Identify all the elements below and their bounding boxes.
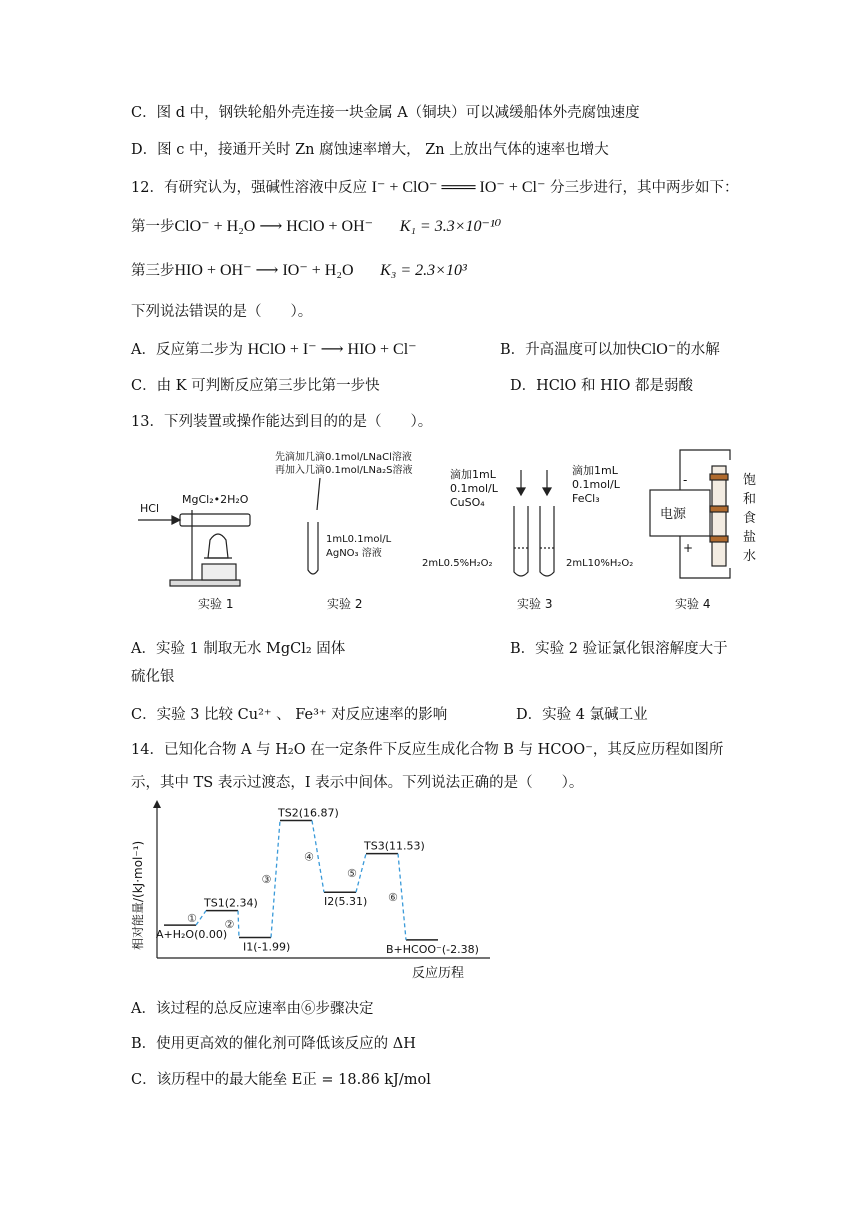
q12-option-b-text: B．升高温度可以加快 (500, 342, 642, 358)
plus-label: + (683, 541, 694, 555)
brine-3: 盐 (743, 530, 757, 545)
q12-step3 (131, 261, 467, 281)
step-label-6: ⑥ (388, 890, 398, 904)
brine-2: 食 (743, 511, 757, 526)
q12-step1 (131, 217, 501, 237)
q12-option-a (131, 340, 417, 360)
q14-stem-1: 14．已知化合物 A 与 H₂O 在一定条件下反应生成化合物 B 与 HCOO⁻，其反应历程如图所 (131, 742, 724, 758)
brine-4: 水 (743, 549, 757, 564)
brine-1: 和 (743, 492, 757, 507)
energy-level-label-5: TS3(11.53) (364, 839, 425, 853)
exp3-right-1: 滴加1mL (572, 464, 618, 477)
q13-stem: 13．下列装置或操作能达到目的的是（ ）。 (131, 414, 433, 430)
q12-option-a-text: A．反应第二步为 (131, 342, 243, 358)
energy-level-label-3: TS2(16.87) (278, 806, 339, 820)
q12-stem-text: 12．有研究认为，强碱性溶液中反应 (131, 180, 367, 196)
q12-option-b-clo: ClO⁻ (641, 341, 677, 358)
step-label-2: ② (224, 918, 235, 932)
step-label-3: ③ (261, 872, 272, 886)
q14-option-b: B．使用更高效的催化剂可降低该反应的 ΔH (131, 1036, 416, 1052)
experiment-figure (130, 440, 770, 620)
q12-stem-text-2: 分三步进行，其中两步如下： (550, 180, 739, 196)
step-connector-1 (196, 911, 206, 926)
y-axis-label: 相对能量/(kJ·mol⁻¹) (131, 840, 145, 950)
q12-option-c: C．由 K 可判断反应第三步比第一步快 (131, 378, 380, 394)
energy-diagram (130, 800, 500, 990)
step1-label: 第一步 (131, 219, 175, 235)
exp3-left-3: CuSO₄ (450, 496, 485, 509)
caption-exp4: 实验 4 (675, 597, 711, 611)
q14-option-c: C．该历程中的最大能垒 E正 = 18.86 kJ/mol (131, 1072, 431, 1088)
brine-0: 饱 (743, 473, 757, 488)
exp3-left-1: 滴加1mL (450, 468, 496, 481)
x-axis-label: 反应历程 (412, 966, 465, 981)
exp2-agno3-1: 1mL0.1mol/L (326, 534, 392, 545)
step-label-1: ① (187, 911, 197, 925)
exp3-h2o2-left: 2mL0.5%H₂O₂ (422, 558, 493, 569)
q13-option-d: D．实验 4 氯碱工业 (516, 707, 648, 723)
exp3-left-2: 0.1mol/L (450, 482, 498, 495)
exp3-right-2: 0.1mol/L (572, 478, 620, 491)
q12-option-b (500, 340, 720, 360)
q13-option-b-cont: 硫化银 (131, 669, 175, 685)
q12-option-a-eq: HClO + I⁻ ⟶ HIO + Cl⁻ (247, 341, 417, 358)
power-label: 电源 (660, 507, 687, 522)
q12-option-b-end: 的水解 (676, 342, 720, 358)
energy-level-label-2: I1(-1.99) (243, 940, 291, 954)
exp2-note-1: 先滴加几滴0.1mol/LNaCl溶液 (275, 452, 412, 463)
energy-level-label-0: A+H₂O(0.00) (156, 928, 228, 942)
q14-option-a: A．该过程的总反应速率由⑥步骤决定 (131, 1001, 374, 1017)
step-label-5: ⑤ (347, 866, 357, 880)
exp3-right-3: FeCl₃ (572, 492, 600, 505)
option-c-prev: C．图 d 中，钢铁轮船外壳连接一块金属 A（铜块）可以减缓船体外壳腐蚀速度 (131, 105, 640, 121)
hcl-label: HCl (140, 502, 160, 515)
step-connector-5 (356, 854, 366, 893)
q12-stem (131, 178, 739, 198)
q13-option-c: C．实验 3 比较 Cu²⁺ 、 Fe³⁺ 对反应速率的影响 (131, 707, 448, 723)
step1-k: K₁ = 3.3×10⁻¹⁰ (399, 218, 502, 235)
y-axis-arrow (153, 800, 161, 808)
step3-equation: HIO + OH⁻ ⟶ IO⁻ + H₂O (174, 262, 354, 279)
q12-reaction: I⁻ + ClO⁻ ═══ IO⁻ + Cl⁻ (371, 179, 546, 196)
q12-prompt: 下列说法错误的是（ ）。 (131, 304, 313, 320)
caption-exp3: 实验 3 (517, 597, 553, 611)
exp2-note-2: 再加入几滴0.1mol/LNa₂S溶液 (275, 465, 413, 476)
exp3-h2o2-right: 2mL10%H₂O₂ (566, 558, 634, 569)
mgcl2-label: MgCl₂•2H₂O (182, 493, 249, 506)
caption-exp2: 实验 2 (327, 597, 363, 611)
step-connector-2 (238, 911, 239, 938)
energy-level-label-6: B+HCOO⁻(-2.38) (386, 942, 479, 956)
exp2-agno3-2: AgNO₃ 溶液 (326, 548, 382, 559)
energy-level-label-4: I2(5.31) (324, 895, 368, 909)
q12-option-d: D．HClO 和 HIO 都是弱酸 (510, 378, 693, 394)
caption-exp1: 实验 1 (198, 597, 234, 611)
step-connector-3 (271, 821, 280, 938)
energy-level-label-1: TS1(2.34) (204, 896, 258, 910)
q13-option-b: B．实验 2 验证氯化银溶解度大于 (510, 641, 728, 657)
option-d-prev: D．图 c 中，接通开关时 Zn 腐蚀速率增大， Zn 上放出气体的速率也增大 (131, 142, 609, 158)
q13-option-a: A．实验 1 制取无水 MgCl₂ 固体 (131, 641, 346, 657)
step-label-4: ④ (304, 850, 314, 864)
step3-label: 第三步 (131, 263, 175, 279)
step3-k: K₃ = 2.3×10³ (380, 262, 467, 279)
step1-equation: ClO⁻ + H₂O ⟶ HClO + OH⁻ (174, 218, 374, 235)
minus-label: - (683, 473, 688, 487)
step-connector-6 (398, 854, 406, 940)
q14-stem-2: 示，其中 TS 表示过渡态，I 表示中间体。下列说法正确的是（ ）。 (131, 775, 584, 791)
